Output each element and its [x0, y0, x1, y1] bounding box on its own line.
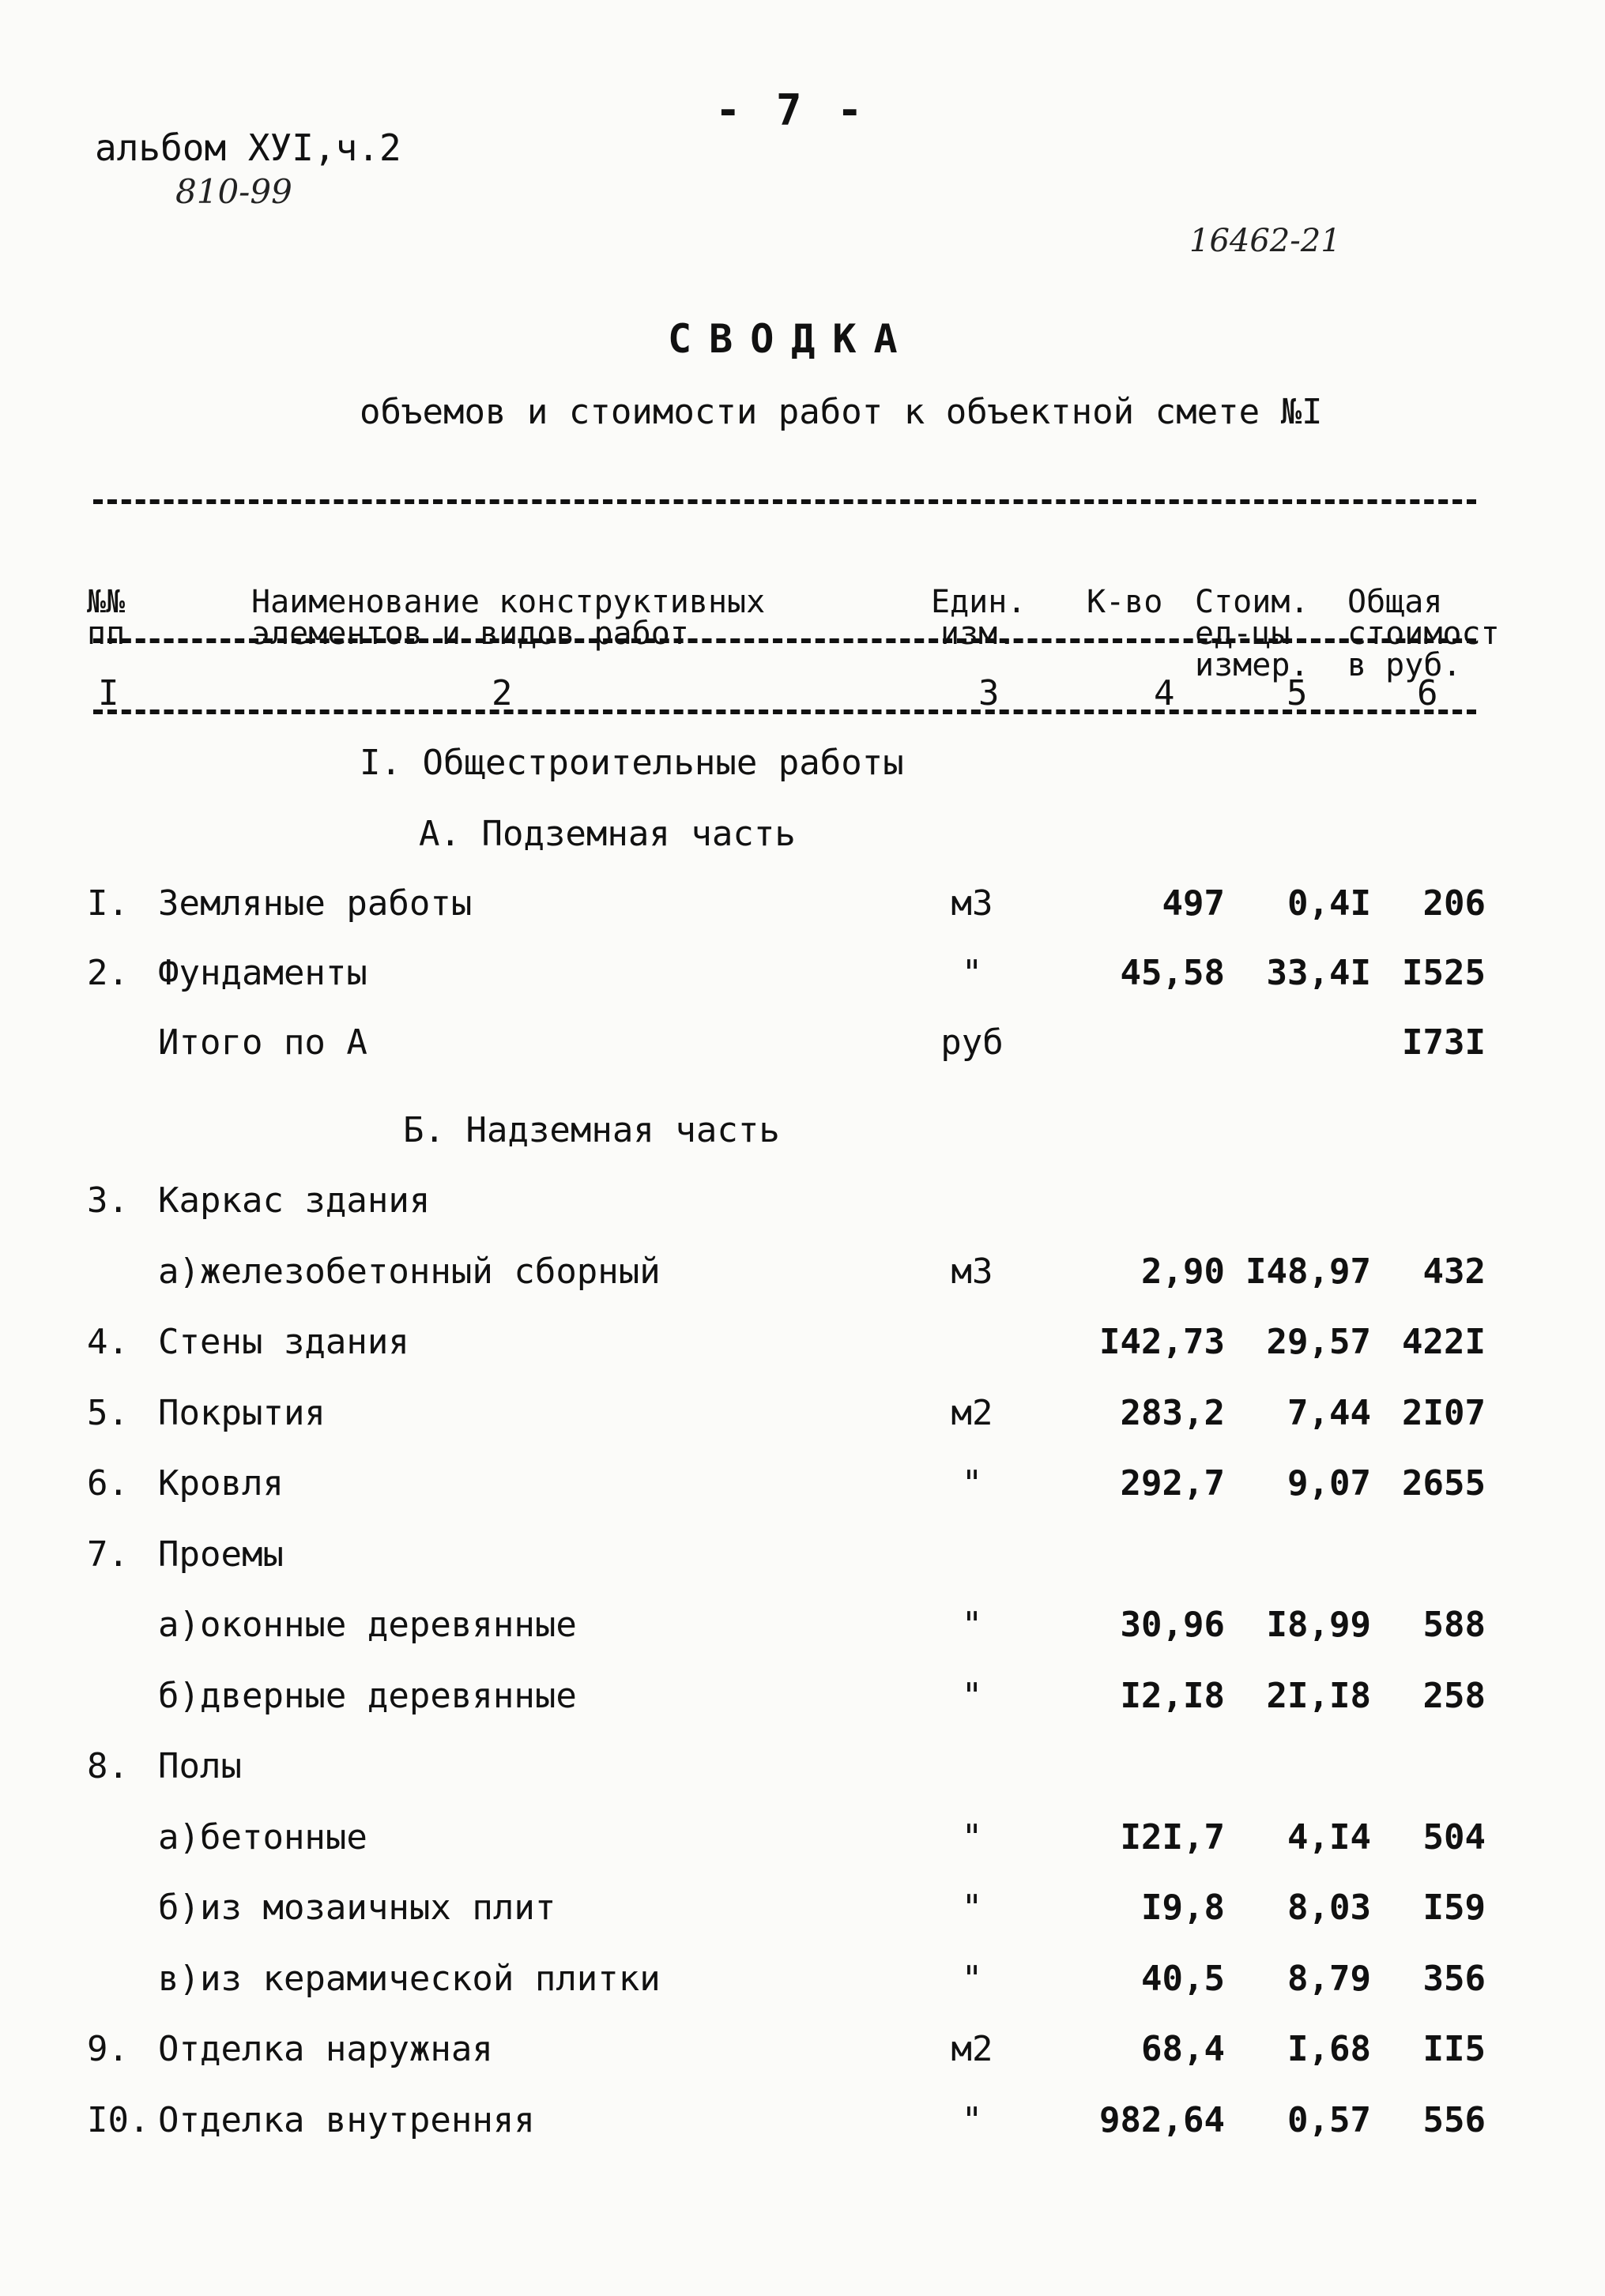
row-name: Итого по А: [158, 1022, 367, 1063]
table-row: [0, 1676, 1605, 1731]
row-number: 3.: [87, 1180, 129, 1221]
row-number: 8.: [87, 1746, 129, 1786]
header-unit-price: Стоим. ед-цы измер.: [1195, 584, 1309, 683]
header-qty: К-во: [1087, 584, 1163, 620]
row-unit: м2: [951, 2029, 993, 2069]
row-unit: м3: [951, 883, 993, 924]
row-quantity: 68,4: [1141, 2029, 1225, 2069]
row-unit: ": [961, 2100, 983, 2140]
row-name: Каркас здания: [158, 1180, 431, 1221]
row-name: Стены здания: [158, 1322, 409, 1362]
row-unit-price: 4,I4: [1287, 1817, 1371, 1858]
header-name: Наименование конструктивных элементов и видов работ: [251, 584, 766, 652]
row-name: Фундаменты: [158, 953, 367, 993]
row-quantity: 30,96: [1120, 1605, 1225, 1645]
row-total-cost: 356: [1422, 1959, 1486, 1999]
row-name: б)из мозаичных плит: [158, 1888, 556, 1928]
row-number: 7.: [87, 1534, 129, 1575]
row-number: 9.: [87, 2029, 129, 2069]
column-number-2: 2: [492, 673, 513, 713]
row-total-cost: I73I: [1402, 1022, 1486, 1063]
row-unit-price: 29,57: [1266, 1322, 1371, 1362]
row-unit: м3: [951, 1252, 993, 1292]
table-row: [0, 1022, 1605, 1078]
part-a-title: А. Подземная часть: [419, 814, 796, 854]
table-row: [0, 1180, 1605, 1236]
document-title: СВОДКА: [668, 316, 915, 362]
row-total-cost: 588: [1422, 1605, 1486, 1645]
row-total-cost: I525: [1402, 953, 1486, 993]
row-unit: ": [961, 1605, 983, 1645]
row-total-cost: 206: [1422, 883, 1486, 924]
inventory-number-handwritten: 16462-21: [1189, 223, 1341, 259]
row-unit-price: I48,97: [1245, 1252, 1371, 1292]
table-row: [0, 1817, 1605, 1873]
row-quantity: I9,8: [1141, 1888, 1225, 1928]
section-title: I. Общестроительные работы: [360, 743, 904, 783]
row-unit: м2: [951, 1393, 993, 1433]
column-number-rule: [93, 710, 1476, 714]
row-quantity: 283,2: [1120, 1393, 1225, 1433]
row-total-cost: 432: [1422, 1252, 1486, 1292]
row-name: Проемы: [158, 1534, 284, 1575]
row-unit-price: 9,07: [1287, 1463, 1371, 1504]
row-name: Полы: [158, 1746, 242, 1786]
row-quantity: I42,73: [1099, 1322, 1225, 1362]
row-name: Отделка наружная: [158, 2029, 493, 2069]
table-row: [0, 883, 1605, 939]
table-row: [0, 1746, 1605, 1801]
row-name: Кровля: [158, 1463, 284, 1504]
table-row: [0, 1534, 1605, 1590]
row-unit-price: 8,79: [1287, 1959, 1371, 1999]
table-row: [0, 1322, 1605, 1377]
row-number: 2.: [87, 953, 129, 993]
part-b-title: Б. Надземная часть: [403, 1110, 780, 1150]
row-unit: ": [961, 1463, 983, 1504]
row-quantity: 497: [1162, 883, 1225, 924]
row-unit-price: 7,44: [1287, 1393, 1371, 1433]
row-quantity: I2,I8: [1120, 1676, 1225, 1716]
row-quantity: 40,5: [1141, 1959, 1225, 1999]
column-number-5: 5: [1287, 673, 1308, 713]
row-name: а)бетонные: [158, 1817, 367, 1858]
column-number-1: I: [98, 673, 119, 713]
row-total-cost: II5: [1422, 2029, 1486, 2069]
row-unit-price: 2I,I8: [1266, 1676, 1371, 1716]
row-unit: ": [961, 1676, 983, 1716]
column-number-6: 6: [1417, 673, 1438, 713]
row-total-cost: 422I: [1402, 1322, 1486, 1362]
row-number: 6.: [87, 1463, 129, 1504]
row-number: 4.: [87, 1322, 129, 1362]
row-name: Покрытия: [158, 1393, 326, 1433]
table-row: [0, 2029, 1605, 2084]
row-quantity: 982,64: [1099, 2100, 1225, 2140]
row-unit: ": [961, 953, 983, 993]
row-unit-price: 8,03: [1287, 1888, 1371, 1928]
header-unit: Един. изм.: [931, 584, 1027, 652]
table-row: [0, 1252, 1605, 1307]
row-quantity: 292,7: [1120, 1463, 1225, 1504]
row-name: в)из керамической плитки: [158, 1959, 661, 1999]
row-name: Земляные работы: [158, 883, 473, 924]
row-unit-price: 0,4I: [1287, 883, 1371, 924]
row-quantity: 45,58: [1120, 953, 1225, 993]
row-total-cost: 2I07: [1402, 1393, 1486, 1433]
row-unit: руб: [940, 1022, 1004, 1063]
table-row: [0, 1888, 1605, 1943]
table-row: [0, 1393, 1605, 1448]
row-quantity: 2,90: [1141, 1252, 1225, 1292]
row-name: Отделка внутренняя: [158, 2100, 535, 2140]
row-unit: ": [961, 1817, 983, 1858]
page-number: - 7 -: [715, 85, 868, 135]
header-total: Общая стоимост в руб.: [1347, 584, 1500, 683]
row-total-cost: 258: [1422, 1676, 1486, 1716]
table-row: [0, 1959, 1605, 2014]
row-number: I.: [87, 883, 129, 924]
row-number: 5.: [87, 1393, 129, 1433]
row-name: б)дверные деревянные: [158, 1676, 577, 1716]
header-bottom-rule: [93, 638, 1476, 643]
row-unit: ": [961, 1888, 983, 1928]
row-name: а)железобетонный сборный: [158, 1252, 661, 1292]
column-number-4: 4: [1154, 673, 1175, 713]
row-total-cost: I59: [1422, 1888, 1486, 1928]
table-row: [0, 953, 1605, 1008]
table-row: [0, 2100, 1605, 2155]
column-number-3: 3: [978, 673, 1000, 713]
row-total-cost: 2655: [1402, 1463, 1486, 1504]
row-number: I0.: [87, 2100, 150, 2140]
album-reference: альбом XУI,ч.2: [95, 126, 401, 169]
header-num: №№ пп: [87, 584, 126, 652]
document-subtitle: объемов и стоимости работ к объектной смете №I: [360, 392, 1323, 432]
table-top-rule: [93, 499, 1476, 504]
row-quantity: I2I,7: [1120, 1817, 1225, 1858]
row-unit: ": [961, 1959, 983, 1999]
row-unit-price: 0,57: [1287, 2100, 1371, 2140]
table-row: [0, 1605, 1605, 1660]
album-code-handwritten: 810-99: [175, 172, 292, 211]
row-unit-price: I8,99: [1266, 1605, 1371, 1645]
row-name: а)оконные деревянные: [158, 1605, 577, 1645]
table-row: [0, 1463, 1605, 1519]
row-unit-price: I,68: [1287, 2029, 1371, 2069]
row-unit-price: 33,4I: [1266, 953, 1371, 993]
row-total-cost: 556: [1422, 2100, 1486, 2140]
row-total-cost: 504: [1422, 1817, 1486, 1858]
